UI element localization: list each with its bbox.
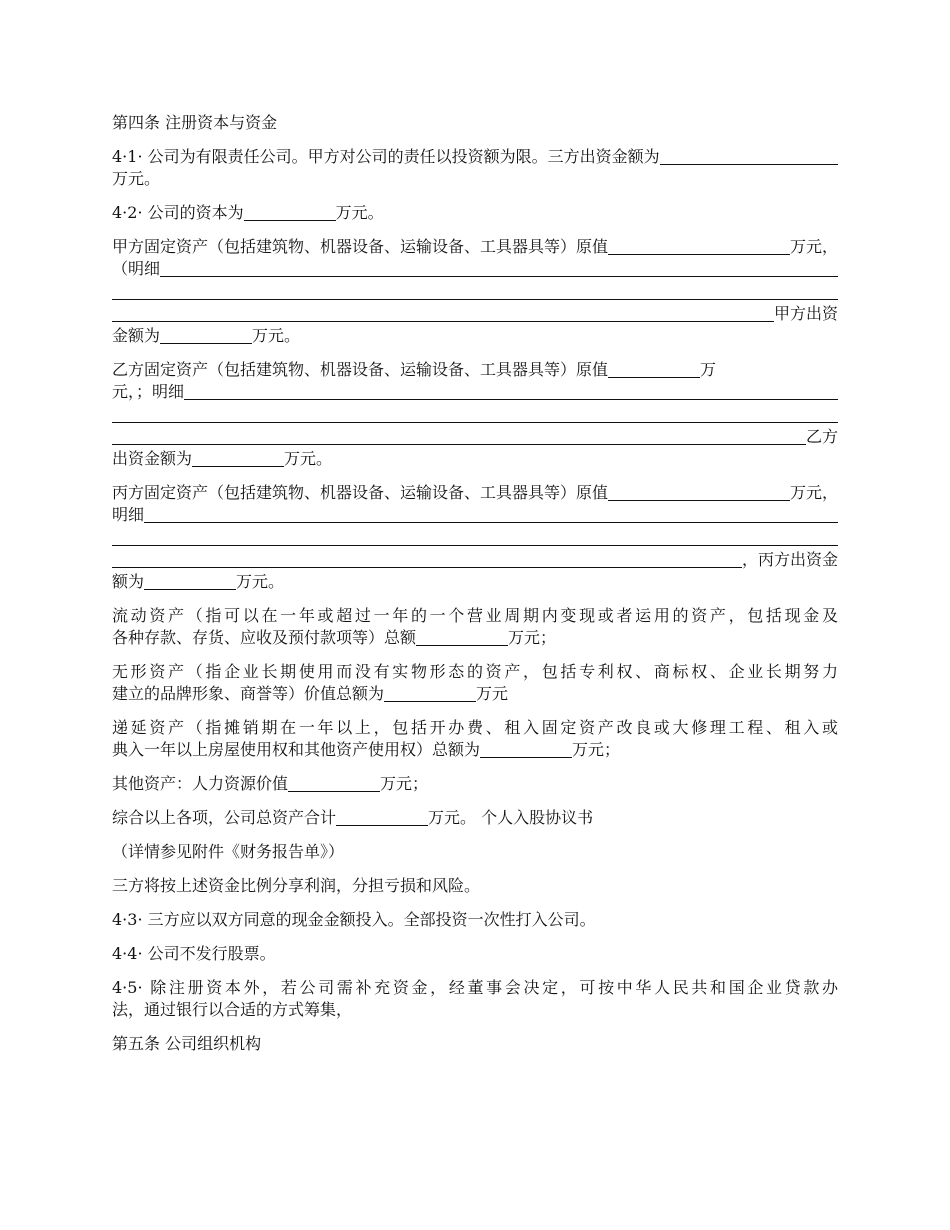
blank-line bbox=[112, 427, 806, 445]
party-a-line-4-suffix: 甲方出资 bbox=[773, 304, 838, 323]
party-a-fixed-assets bbox=[112, 236, 838, 347]
total-assets-prefix: 综合以上各项，公司总资产合计 bbox=[112, 808, 337, 827]
article-5-title: 第五条 公司组织机构 bbox=[112, 1034, 262, 1053]
blank-line bbox=[192, 451, 284, 467]
party-b-line-4-suffix: 乙方 bbox=[805, 427, 838, 446]
party-c-line-1-prefix: 丙方固定资产（包括建筑物、机器设备、运输设备、工具器具等）原值 bbox=[112, 483, 609, 502]
clause-4-5-line-2: 法，通过银行以合适的方式筹集， bbox=[112, 1000, 353, 1019]
deferred-assets-line-1: 递延资产（指摊销期在一年以上，包括开办费、租入固定资产改良或大修理工程、租入或 bbox=[112, 718, 838, 737]
current-assets-line-2 bbox=[112, 627, 838, 649]
blank-line bbox=[336, 810, 428, 826]
party-b-line-1-prefix: 乙方固定资产（包括建筑物、机器设备、运输设备、工具器具等）原值 bbox=[112, 360, 609, 379]
blank-line bbox=[608, 483, 790, 501]
deferred-assets bbox=[112, 717, 838, 761]
other-assets bbox=[112, 773, 838, 795]
clause-4-2-line bbox=[112, 202, 838, 224]
party-c-line-5 bbox=[112, 571, 838, 593]
party-a-line-5-suffix: 万元。 bbox=[252, 326, 301, 345]
deferred-assets-line-2-prefix: 典入一年以上房屋使用权和其他资产使用权）总额为 bbox=[112, 740, 481, 759]
other-assets-prefix: 其他资产：人力资源价值 bbox=[112, 774, 289, 793]
party-b-line-2 bbox=[112, 381, 838, 403]
party-c-fixed-assets bbox=[112, 482, 838, 593]
intangible-assets-line-2-suffix: 万元 bbox=[476, 684, 509, 703]
blank-line bbox=[416, 630, 508, 646]
party-b-line-1-suffix: 万 bbox=[700, 360, 717, 379]
party-c-line-4-suffix: ，丙方出资金 bbox=[741, 550, 838, 569]
current-assets-line-2-suffix: 万元； bbox=[508, 628, 557, 647]
blank-line bbox=[160, 259, 838, 277]
current-assets bbox=[112, 605, 838, 649]
blank-line bbox=[144, 574, 236, 590]
party-a-line-4 bbox=[112, 303, 838, 325]
current-assets-line-2-prefix: 各种存款、存货、应收及预付款项等）总额 bbox=[112, 628, 417, 647]
see-attachment-note: （详情参见附件《财务报告单》） bbox=[112, 842, 345, 861]
party-c-line-4 bbox=[112, 549, 838, 571]
party-c-line-5-suffix: 万元。 bbox=[236, 572, 285, 591]
blank-line bbox=[144, 505, 838, 523]
total-assets-suffix: 万元。 个人入股协议书 bbox=[428, 808, 594, 827]
deferred-assets-line-2-suffix: 万元； bbox=[572, 740, 621, 759]
deferred-assets-line-2 bbox=[112, 739, 838, 761]
party-c-detail-label: 明细 bbox=[112, 505, 145, 524]
total-assets bbox=[112, 807, 838, 829]
party-a-line-2 bbox=[112, 258, 838, 280]
blank-line bbox=[384, 686, 476, 702]
blank-line bbox=[608, 362, 700, 378]
clause-4-5-line-1: 4·5· 除注册资本外，若公司需补充资金，经董事会决定，可按中华人民共和国企业贷款办 bbox=[112, 978, 838, 997]
clause-4-5 bbox=[112, 977, 838, 1021]
party-a-line-5 bbox=[112, 325, 838, 347]
blank-line bbox=[288, 776, 380, 792]
other-assets-suffix: 万元； bbox=[380, 774, 429, 793]
party-a-line-1-prefix: 甲方固定资产（包括建筑物、机器设备、运输设备、工具器具等）原值 bbox=[112, 237, 609, 256]
other-assets-line bbox=[112, 773, 838, 795]
article-4-title: 第四条 注册资本与资金 bbox=[112, 113, 278, 132]
blank-line bbox=[112, 526, 838, 546]
clause-4-4: 4·4· 公司不发行股票。 bbox=[112, 944, 276, 963]
intangible-assets-line-2 bbox=[112, 683, 838, 705]
party-a-line-1-suffix: 万元， bbox=[789, 237, 838, 256]
clause-4-2-suffix: 万元。 bbox=[335, 203, 384, 222]
party-b-line-5-suffix: 万元。 bbox=[284, 449, 333, 468]
clause-4-2-prefix: 4·2· 公司的资本为 bbox=[112, 203, 244, 222]
party-b-detail-label: 元，；明细 bbox=[112, 382, 185, 401]
party-c-line-2 bbox=[112, 504, 838, 526]
party-b-line-1 bbox=[112, 359, 838, 381]
blank-line bbox=[160, 328, 252, 344]
blank-line bbox=[112, 280, 838, 300]
clause-4-3: 4·3· 三方应以双方同意的现金金额投入。全部投资一次性打入公司。 bbox=[112, 910, 596, 929]
profit-share-clause: 三方将按上述资金比例分享利润，分担亏损和风险。 bbox=[112, 876, 481, 895]
clause-4-2 bbox=[112, 202, 838, 224]
party-c-line-1-suffix: 万元， bbox=[789, 483, 838, 502]
blank-line bbox=[112, 304, 774, 322]
blank-line bbox=[112, 550, 742, 568]
blank-line bbox=[608, 237, 790, 255]
blank-line bbox=[660, 147, 838, 165]
party-c-line-1 bbox=[112, 482, 838, 504]
blank-line bbox=[184, 382, 838, 400]
clause-4-1 bbox=[112, 146, 838, 190]
party-b-line-5-prefix: 出资金额为 bbox=[112, 449, 193, 468]
clause-4-1-line-1 bbox=[112, 146, 838, 168]
blank-line bbox=[112, 403, 838, 423]
total-assets-line bbox=[112, 807, 838, 829]
party-a-line-1 bbox=[112, 236, 838, 258]
party-b-fixed-assets bbox=[112, 359, 838, 470]
blank-line bbox=[480, 742, 572, 758]
party-c-line-5-prefix: 额为 bbox=[112, 572, 145, 591]
intangible-assets-line-2-prefix: 建立的品牌形象、商誉等）价值总额为 bbox=[112, 684, 385, 703]
clause-4-1-text: 4·1· 公司为有限责任公司。甲方对公司的责任以投资额为限。三方出资金额为 bbox=[112, 147, 660, 166]
party-b-line-5 bbox=[112, 448, 838, 470]
intangible-assets bbox=[112, 661, 838, 705]
party-b-line-4 bbox=[112, 426, 838, 448]
party-a-detail-label: （明细 bbox=[112, 259, 161, 278]
blank-line bbox=[244, 205, 336, 221]
party-a-line-5-prefix: 金额为 bbox=[112, 326, 161, 345]
current-assets-line-1: 流动资产（指可以在一年或超过一年的一个营业周期内变现或者运用的资产，包括现金及 bbox=[112, 606, 838, 625]
clause-4-1-line-2: 万元。 bbox=[112, 169, 161, 188]
intangible-assets-line-1: 无形资产（指企业长期使用而没有实物形态的资产，包括专利权、商标权、企业长期努力 bbox=[112, 662, 838, 681]
